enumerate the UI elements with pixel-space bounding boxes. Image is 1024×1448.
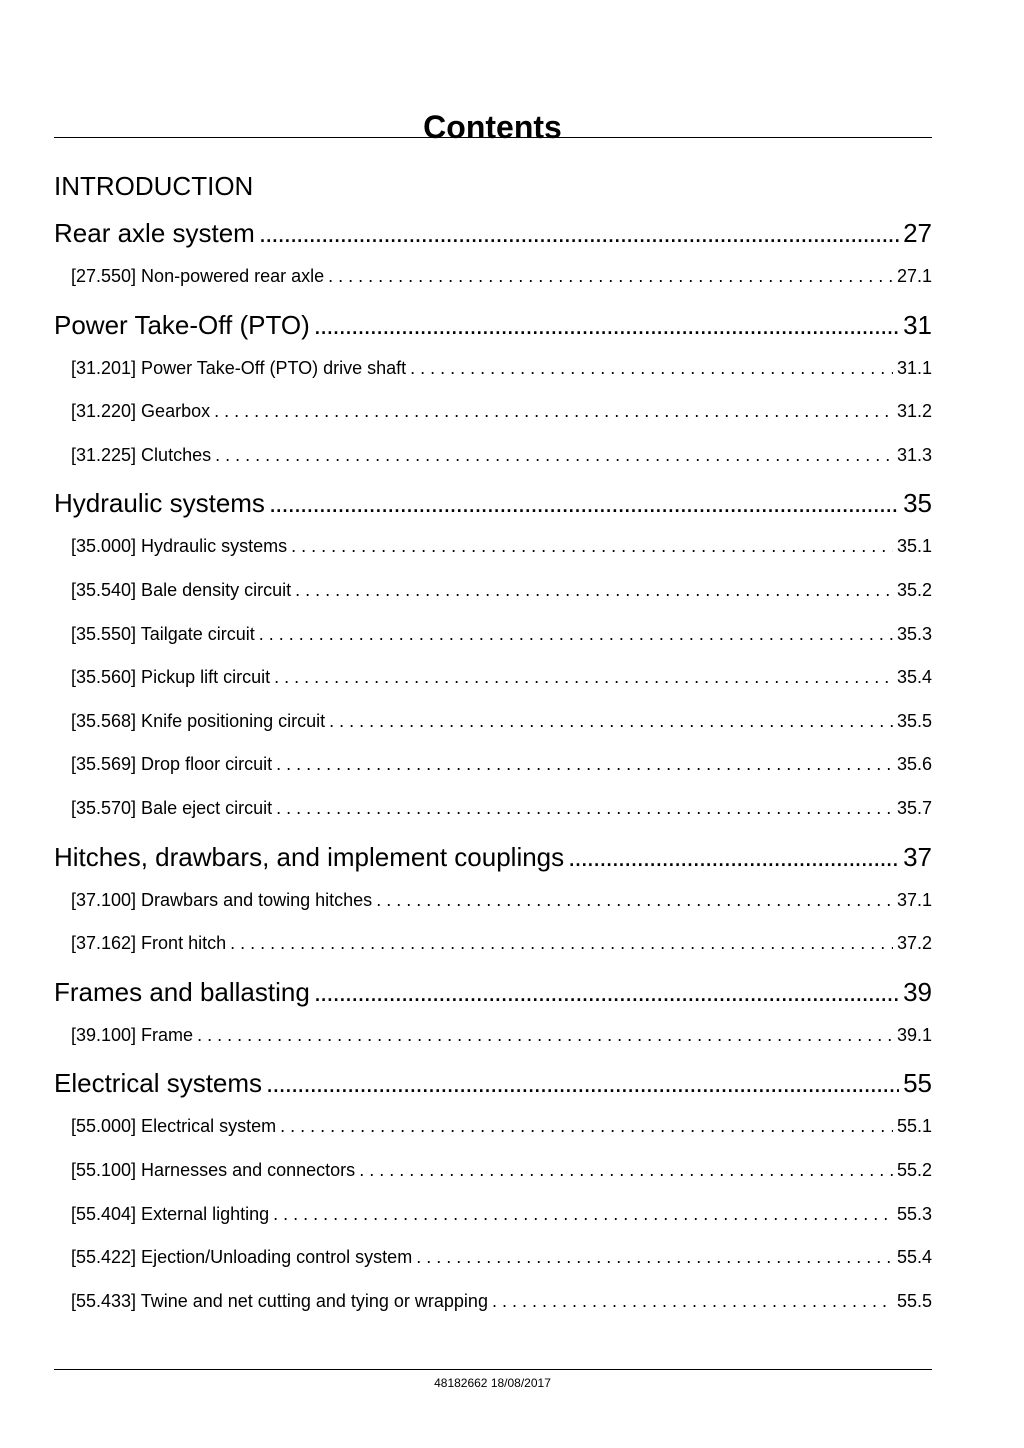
toc-section[interactable] (54, 399, 932, 443)
toc-chapter-title: Hydraulic systems (54, 488, 265, 519)
toc-section[interactable] (54, 443, 932, 487)
toc-section[interactable] (54, 796, 932, 840)
toc-section[interactable] (54, 888, 932, 932)
toc-section-page: 35.6 (896, 754, 932, 775)
toc-section-page: 35.5 (896, 710, 932, 731)
toc-chapter-page: 37 (903, 841, 932, 872)
toc-section[interactable] (54, 356, 932, 400)
toc-chapter-page: 35 (903, 488, 932, 519)
toc-section-label: [37.100] Drawbars and towing hitches (71, 889, 373, 910)
toc-dot-leader (276, 752, 893, 776)
toc-chapter-page: 27 (903, 218, 932, 248)
toc-dot-leader (230, 931, 893, 955)
toc-chapter-page: 55 (903, 1068, 932, 1099)
toc-dot-leader (197, 1023, 893, 1047)
toc-dot-leader (273, 1202, 893, 1226)
toc-dot-leader (274, 665, 893, 689)
toc-section-label: [37.162] Front hitch (71, 933, 227, 954)
toc-section[interactable] (54, 534, 932, 578)
page-title: Contents (423, 109, 562, 146)
toc-section[interactable] (54, 1158, 932, 1202)
toc-section-page: 55.5 (896, 1290, 932, 1311)
toc-dot-leader (314, 308, 899, 342)
toc-dot-leader (214, 399, 893, 423)
bottom-divider (54, 1369, 932, 1370)
toc-section-label: [35.000] Hydraulic systems (71, 536, 288, 557)
footer-doc-id: 48182662 18/08/2017 (434, 1376, 551, 1390)
toc-chapter[interactable] (54, 1066, 932, 1114)
toc-section-label: [35.540] Bale density circuit (71, 579, 292, 600)
toc-dot-leader (410, 356, 893, 380)
toc-section-label: [55.422] Ejection/Unloading control system (71, 1247, 413, 1268)
table-of-contents (54, 216, 932, 1332)
toc-section-label: [55.404] External lighting (71, 1203, 270, 1224)
toc-chapter-title: Rear axle system (54, 218, 255, 248)
toc-section-page: 39.1 (896, 1024, 932, 1045)
toc-dot-leader (329, 709, 893, 733)
toc-section-label: [39.100] Frame (71, 1024, 194, 1045)
toc-dot-leader (259, 622, 893, 646)
toc-section[interactable] (54, 1289, 932, 1333)
toc-section-page: 55.3 (896, 1203, 932, 1224)
toc-section-label: [55.100] Harnesses and connectors (71, 1159, 356, 1180)
toc-section-label: [35.568] Knife positioning circuit (71, 710, 326, 731)
toc-section[interactable] (54, 709, 932, 753)
top-divider (54, 137, 932, 138)
toc-section-page: 35.3 (896, 623, 932, 644)
toc-chapter[interactable] (54, 975, 932, 1023)
toc-section-page: 37.2 (896, 933, 932, 954)
toc-section[interactable] (54, 578, 932, 622)
toc-dot-leader (266, 1066, 899, 1100)
toc-dot-leader (280, 1114, 893, 1138)
toc-dot-leader (359, 1158, 893, 1182)
toc-dot-leader (568, 840, 899, 874)
toc-section-page: 37.1 (896, 889, 932, 910)
toc-section-label: [27.550] Non-powered rear axle (71, 266, 325, 286)
toc-section-label: [35.560] Pickup lift circuit (71, 667, 271, 688)
toc-dot-leader (291, 534, 893, 558)
toc-dot-leader (215, 443, 893, 467)
toc-section-page: 35.4 (896, 667, 932, 688)
toc-section[interactable] (54, 622, 932, 666)
toc-section-label: [55.433] Twine and net cutting and tying or wrapping (71, 1290, 488, 1311)
toc-section[interactable] (54, 264, 932, 308)
toc-section[interactable] (54, 1023, 932, 1067)
toc-dot-leader (269, 486, 899, 520)
toc-section-page: 55.4 (896, 1247, 932, 1268)
toc-dot-leader (328, 264, 893, 288)
toc-chapter[interactable] (54, 216, 932, 264)
toc-chapter[interactable] (54, 308, 932, 356)
toc-section-page: 31.1 (896, 357, 932, 378)
toc-chapter-page: 39 (903, 976, 932, 1007)
toc-section-page: 27.1 (896, 266, 932, 286)
toc-section-label: [35.569] Drop floor circuit (71, 754, 273, 775)
intro-heading: INTRODUCTION (54, 171, 254, 201)
toc-section[interactable] (54, 1245, 932, 1289)
toc-chapter-title: Frames and ballasting (54, 976, 310, 1007)
toc-section-label: [31.225] Clutches (71, 444, 212, 465)
toc-dot-leader (276, 796, 893, 820)
toc-section-label: [35.550] Tailgate circuit (71, 623, 255, 644)
toc-section-label: [35.570] Bale eject circuit (71, 797, 273, 818)
toc-section[interactable] (54, 752, 932, 796)
toc-dot-leader (314, 975, 899, 1009)
toc-section-page: 31.2 (896, 401, 932, 422)
toc-section-page: 55.2 (896, 1159, 932, 1180)
toc-section-page: 35.2 (896, 579, 932, 600)
toc-section-label: [31.220] Gearbox (71, 401, 211, 422)
toc-section-page: 35.1 (896, 536, 932, 557)
toc-section-label: [31.201] Power Take-Off (PTO) drive shaft (71, 357, 407, 378)
toc-dot-leader (416, 1245, 893, 1269)
toc-chapter-title: Electrical systems (54, 1068, 263, 1099)
toc-dot-leader (376, 888, 893, 912)
toc-chapter[interactable] (54, 840, 932, 888)
toc-section-page: 31.3 (896, 444, 932, 465)
toc-section-page: 55.1 (896, 1116, 932, 1137)
toc-section[interactable] (54, 1202, 932, 1246)
toc-section[interactable] (54, 1114, 932, 1158)
toc-section-page: 35.7 (896, 797, 932, 818)
toc-dot-leader (492, 1289, 893, 1313)
toc-chapter-title: Hitches, drawbars, and implement couplings (54, 841, 565, 872)
toc-dot-leader (259, 216, 899, 250)
toc-chapter-title: Power Take-Off (PTO) (54, 309, 310, 340)
toc-dot-leader (295, 578, 893, 602)
toc-chapter[interactable] (54, 486, 932, 534)
toc-section[interactable] (54, 665, 932, 709)
toc-chapter-page: 31 (903, 309, 932, 340)
toc-section-label: [55.000] Electrical system (71, 1116, 277, 1137)
toc-section[interactable] (54, 931, 932, 975)
